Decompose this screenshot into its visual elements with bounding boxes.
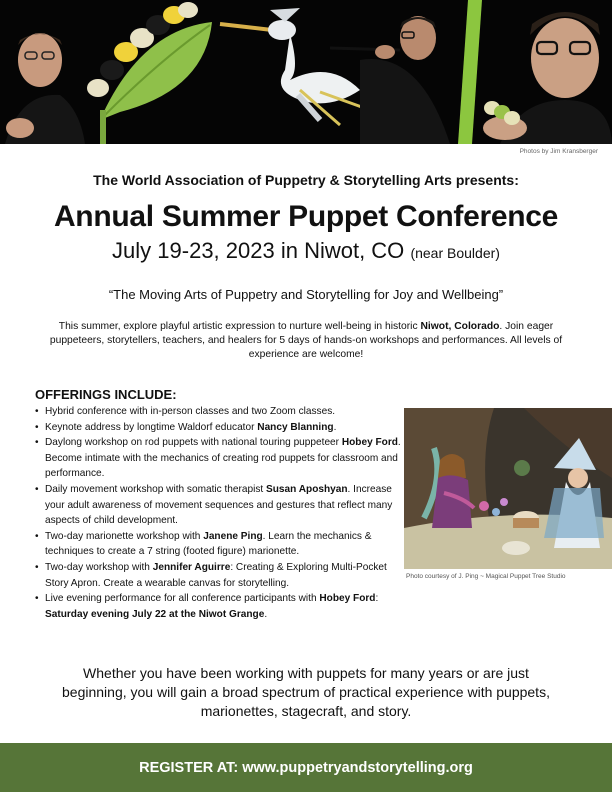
offering-text: Two-day workshop with [45,561,153,573]
banner-photo-credit: Photos by Jim Kransberger [519,148,598,155]
offering-text: . [333,421,337,433]
offering-text: . Become intimate with the mechanics of creating rod puppets for classroom and performance. [45,437,401,480]
register-banner [0,743,612,792]
offering-text: . Learn the mechanics & techniques to create a 7 string (footed figure) marionette. [45,530,372,558]
banner-photo-collage [0,0,612,144]
performer-right-image [483,12,612,144]
offering-item [35,482,407,529]
offering-text: Daylong workshop on rod puppets with national touring puppeteer [45,437,342,449]
offering-item [35,404,407,420]
presenter-name: Jennifer Aguirre [152,561,231,573]
offering-item [35,591,407,622]
offering-item [35,560,407,591]
offering-text: Live evening performance for all conference participants with [45,593,320,605]
presenter-name: Susan Aposhyan [266,483,348,495]
offering-text: Hybrid conference with in-person classes and two Zoom classes. [45,406,336,417]
heron-puppet-image [220,8,370,125]
intro-place: Niwot, Colorado [420,321,500,332]
presenter-name: Nancy Blanning [257,421,334,433]
performance-date-venue: Saturday evening July 22 at the Niwot Grange [45,608,265,620]
caterpillar-puppet-image [87,2,212,144]
photo-banner [0,0,612,144]
offering-text: Keynote address by longtime Waldorf educator [45,421,258,433]
offering-text: . [264,608,268,620]
conference-title: Annual Summer Puppet Conference [53,200,559,233]
closing-paragraph: Whether you have been working with puppets for many years or are just beginning, you will gain a broad spectrum of practical experience with puppets, marionettes, stagecraft, and story. [62,665,550,719]
offering-text: Two-day marionette workshop with [45,530,204,542]
presenter-line: The World Association of Puppetry & Storytelling Arts presents: [93,172,519,188]
presenter-name: Hobey Ford [319,593,376,605]
presenter-name: Janene Ping [203,530,263,542]
intro-after: . Join eager puppeteers, storytellers, teachers, and healers for 5 days of hands-on workshops and performances. All levels of experience are welcome! [49,321,563,360]
offering-text: : Creating & Exploring Multi-Pocket Story Apron. Create a wearable canvas for storytelling. [45,561,387,589]
puppet-scene-photo [404,408,612,569]
intro-before: This summer, explore playful artistic expression to nurture well-being in historic [58,321,421,332]
near-boulder-note: (near Boulder) [410,245,500,261]
offerings-heading: OFFERINGS INCLUDE: [35,387,177,402]
performer-middle-image [330,16,450,144]
offering-item [35,529,407,560]
green-stalk-image [458,0,482,144]
performer-left-image [5,33,85,144]
presenter-name: Hobey Ford [341,437,398,449]
intro-paragraph [40,320,572,362]
offering-item [35,435,407,482]
conference-dates [0,238,612,264]
offering-text: . Increase your adult awareness of movement sequences and gestures that reflect many aspects of child development. [45,483,393,527]
offering-item [35,420,407,436]
conference-theme: “The Moving Arts of Puppetry and Storytelling for Joy and Wellbeing” [108,287,504,302]
puppet-scene-image [404,408,612,569]
offering-text: : [375,593,379,605]
side-photo-credit: Photo courtesy of J. Ping ~ Magical Puppet Tree Studio [406,573,566,580]
offering-text: Daily movement workshop with somatic therapist [45,483,267,495]
offerings-list [35,404,407,622]
register-link[interactable]: REGISTER AT: www.puppetryandstorytelling.org [139,759,473,776]
dates-location: July 19-23, 2023 in Niwot, CO [112,238,405,263]
